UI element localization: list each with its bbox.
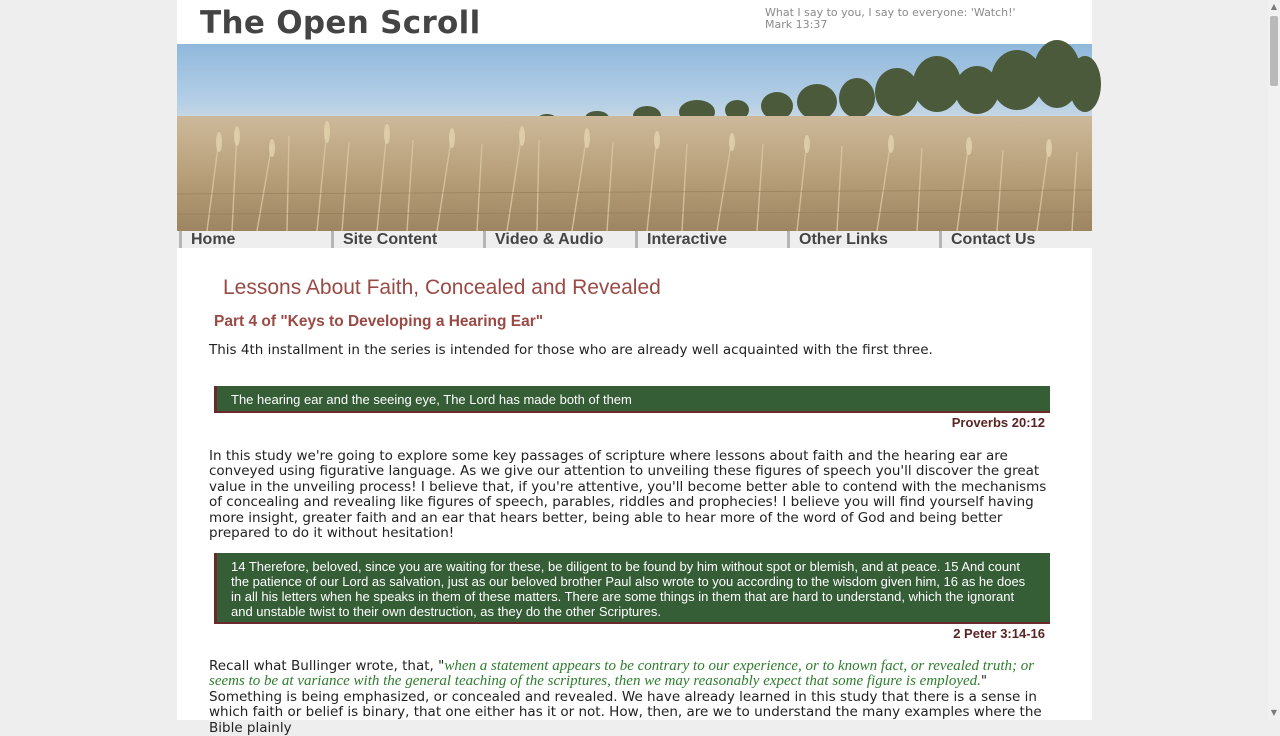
scroll-down-arrow-icon[interactable]: ▼ — [1270, 708, 1278, 717]
recall-body: Something is being emphasized, or concealed and revealed. We have already learned in this study that there is a sense in which faith or belief is binary, that one either has it or not. How, then, are we to understand the many examples where the Bible plainly — [209, 688, 1042, 736]
recall-close-quote: " — [980, 673, 988, 690]
scrollbar-thumb[interactable] — [1270, 16, 1278, 86]
nav-item-home[interactable]: Home — [179, 231, 331, 248]
study-paragraph: In this study we're going to explore some key passages of scripture where lessons about faith and the hearing ear are conveyed using figurative language. As we give our attention to unveiling these figures of speech you'll discover the great value in the unveiling process! I believe that, if you're attentive, you'll become better able to contend with the mechanisms of concealing and revealing like figures of speech, parables, riddles and prophecies! I believe you will find yourself having more insight, greater faith and an ear that hears better, being able to hear more of the word of God and being better prepared to do it without hesitation! — [209, 448, 1047, 542]
page-scrollbar[interactable] — [1268, 0, 1280, 720]
scripture-quote-text: The hearing ear and the seeing eye, The Lord has made both of them — [231, 392, 632, 407]
nav-item-site-content[interactable]: Site Content — [331, 231, 483, 248]
header-verse — [765, 7, 1016, 31]
scripture-reference: Proverbs 20:12 — [951, 415, 1045, 430]
main-nav — [177, 231, 1092, 248]
nav-item-contact-us[interactable]: Contact Us — [939, 231, 1091, 248]
site-header — [177, 0, 1092, 44]
scroll-up-arrow-icon[interactable]: ▲ — [1270, 2, 1278, 11]
lesson-title: Lessons About Faith, Concealed and Revealed — [223, 276, 661, 299]
recall-lead: Recall what Bullinger wrote, that, " — [209, 658, 445, 674]
wheat-field-banner — [177, 44, 1092, 231]
header-verse-text: What I say to you, I say to everyone: 'Watch!' — [765, 6, 1016, 19]
bullinger-quote: when a statement appears to be contrary to our experience, or to known fact, or revealed truth; or seems to be at variance with the general teaching of the scriptures, then we may reasonably expect that some figure is employed. — [209, 658, 1035, 690]
intro-paragraph: This 4th installment in the series is intended for those who are already well acquainted with the first three. — [209, 342, 933, 358]
recall-paragraph — [209, 659, 1049, 736]
nav-item-other-links[interactable]: Other Links — [787, 231, 939, 248]
scripture-quote-text: 14 Therefore, beloved, since you are waiting for these, be diligent to be found by him without spot or blemish, and at peace. 15 And count the patience of our Lord as salvation, just as our beloved brother Paul also wrote to you according to the wisdom given him, 16 as he does in all his letters when he speaks in them of these matters. There are some things in them that are hard to understand, which the ignorant and unstable twist to their own destruction, as they do the other Scriptures. — [231, 559, 1026, 619]
lesson-subtitle: Part 4 of "Keys to Developing a Hearing Ear" — [214, 313, 544, 330]
nav-item-interactive[interactable]: Interactive — [635, 231, 787, 248]
scripture-quote-box — [214, 553, 1050, 624]
wheat-field-photo-icon — [177, 44, 1092, 231]
scripture-quote-box — [214, 386, 1050, 413]
header-verse-ref: Mark 13:37 — [765, 18, 828, 31]
site-title[interactable]: The Open Scroll — [200, 5, 481, 41]
scripture-reference: 2 Peter 3:14-16 — [953, 626, 1045, 641]
nav-item-video-audio[interactable]: Video & Audio — [483, 231, 635, 248]
page-container — [177, 0, 1092, 736]
